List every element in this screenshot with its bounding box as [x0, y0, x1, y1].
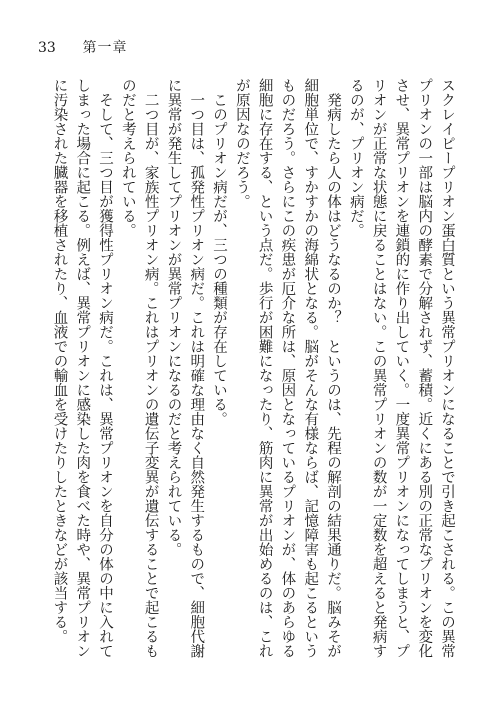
page-number: 33 — [38, 40, 56, 56]
text-column: のだと考えられている。 — [119, 78, 136, 238]
text-column: させ、異常プリオンを連鎖的に作り出していく。一度異常プリオンになってしまうと、プ — [393, 78, 410, 658]
body-text — [48, 78, 458, 678]
text-column: リオンが正常な状態に戻ることはない。この異常プリオンの数が一定数を超えると発病す — [370, 78, 387, 658]
text-column: ものだろう。さらにこの疾患が厄介な所は、原因となっているプリオンが、体のあらゆる — [279, 78, 296, 658]
text-column: このプリオン病だが、三つの種類が存在している。 — [211, 78, 228, 426]
text-column: スクレイピープリオン蛋白質という異常プリオンになることで引き起こされる。この異常 — [439, 78, 455, 658]
text-column: そして、三つ目が獲得性プリオン病だ。これは、異常プリオンを自分の体の中に入れて — [97, 78, 114, 658]
text-column: 細胞に存在する、という点だ。歩行が困難になったり、筋肉に異常が出始めるのは、これ — [256, 78, 273, 658]
chapter-title: 第一章 — [82, 40, 128, 56]
text-column: プリオンの一部は脳内の酵素で分解されず、蓄積。近くにある別の正常なプリオンを変化 — [416, 78, 433, 658]
text-column: 細胞単位で、すかすかの海綿状となる。脳がそんな有様ならば、記憶障害も起こるという — [302, 78, 319, 658]
text-column: しまった場合に起こる。例えば、異常プリオンに感染した肉を食べた時や、異常プリオン — [74, 78, 91, 658]
text-column: 二つ目が、家族性プリオン病。これはプリオンの遺伝子変異が遺伝することで起こるも — [142, 78, 159, 658]
text-column: 一つ目は、孤発性プリオン病だ。これは明確な理由なく自然発生するもので、細胞代謝 — [188, 78, 205, 658]
page-header — [38, 40, 127, 56]
text-column: が原因なのだろう。 — [233, 78, 250, 209]
text-column: 発病したら人の体はどうなるのか？ というのは、先程の解剖の結果通りだ。脳みそが — [325, 78, 342, 658]
text-column: るのが、プリオン病だ。 — [347, 78, 364, 238]
text-column: に汚染された臓器を移植されたり、血液での輸血を受けたりしたときなどが該当する。 — [51, 78, 68, 644]
text-column: に異常が発生してプリオンが異常プリオンになるのだと考えられている。 — [165, 78, 182, 557]
